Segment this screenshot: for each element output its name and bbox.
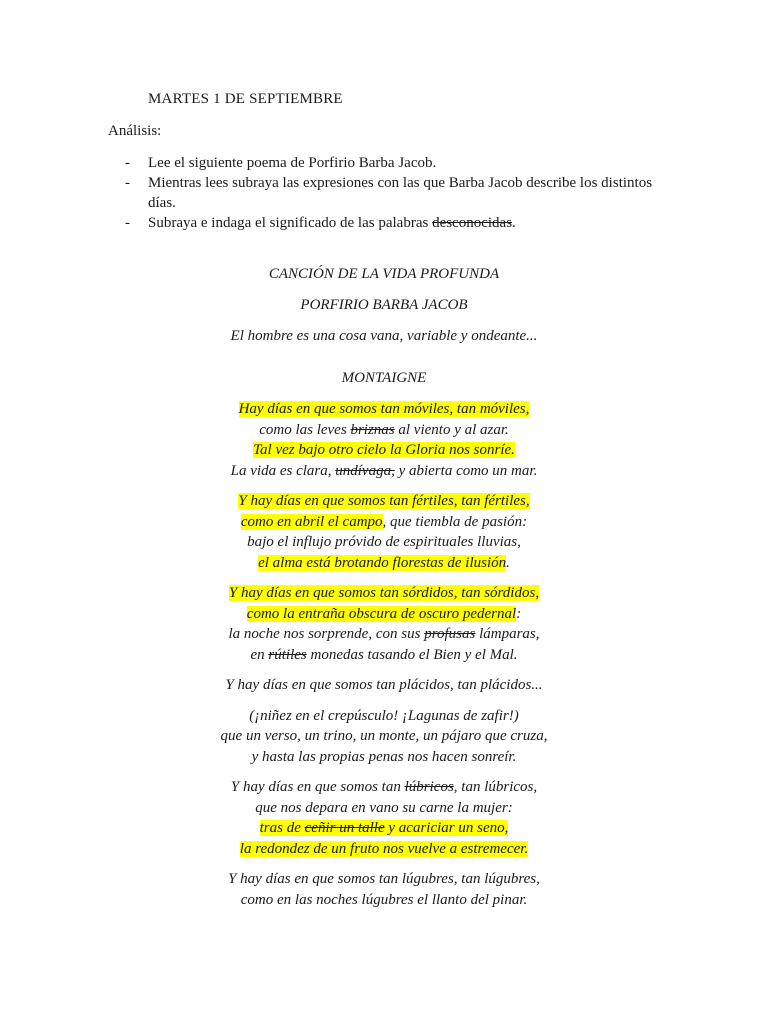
highlighted-text: la redondez de un fruto nos vuelve a estremecer. — [239, 840, 529, 857]
poem-text: : — [516, 605, 522, 622]
poem-stanza — [0, 706, 768, 768]
poem-text: lámparas, — [475, 626, 540, 642]
poem-stanza — [0, 399, 768, 481]
instruction-text: Lee el siguiente poema de Porfirio Barba Jacob. — [148, 155, 437, 171]
poem-line — [0, 726, 768, 747]
struck-word: briznas — [350, 421, 395, 438]
poem-text: Y hay días en que somos tan — [230, 779, 405, 795]
poem-text: Y hay días en que somos tan lúgubres, tan lúgubres, — [228, 871, 540, 887]
struck-word: undívaga, — [335, 462, 395, 479]
struck-word: rútiles — [268, 646, 307, 663]
highlighted-text: Tal vez bajo otro cielo la Gloria nos sonríe. — [253, 442, 515, 458]
poem-text: , tan lúbricos, — [453, 779, 538, 795]
poem-epigraph: El hombre es una cosa vana, variable y ondeante... — [230, 328, 538, 344]
poem-line — [0, 798, 768, 819]
poem-stanza — [0, 675, 768, 696]
poem-text: Y hay días en que somos tan plácidos, tan plácidos... — [225, 677, 543, 693]
highlighted-text: y acariciar un seno, — [384, 820, 509, 836]
struck-word: desconocidas — [432, 215, 513, 231]
highlighted-text: Y hay días en que somos tan fértiles, tan fértiles, — [238, 493, 530, 509]
poem-line — [0, 818, 768, 839]
poem-line — [0, 624, 768, 645]
poem-line — [0, 440, 768, 461]
highlighted-text: el alma está brotando florestas de ilusión — [258, 554, 507, 571]
poem-text: y hasta las propias penas nos hacen sonreír. — [251, 748, 517, 765]
instruction-item — [108, 173, 668, 213]
poem-line — [0, 532, 768, 553]
poem-line — [0, 706, 768, 727]
poem-line — [0, 869, 768, 890]
poem-stanza — [0, 777, 768, 859]
poem-line — [0, 461, 768, 482]
poem-line — [0, 777, 768, 798]
poem-text: (¡niñez en el crepúsculo! ¡Lagunas de zafir!) — [249, 707, 519, 724]
poem-line — [0, 839, 768, 860]
poem-text: como las leves — [259, 421, 351, 438]
poem-stanza — [0, 491, 768, 573]
poem-line — [0, 583, 768, 604]
poem-text: en — [250, 646, 269, 663]
instruction-text — [148, 213, 668, 233]
analysis-label: Análisis: — [108, 123, 162, 139]
instruction-text: Mientras lees subraya las expresiones con las que Barba Jacob describe los distintos días. — [148, 175, 653, 211]
poem-text: la noche nos sorprende, con sus — [228, 626, 425, 642]
poem-line — [0, 645, 768, 666]
poem-title: CANCIÓN DE LA VIDA PROFUNDA — [268, 266, 500, 282]
poem-line — [0, 512, 768, 533]
poem-text: La vida es clara, — [230, 462, 336, 479]
list-dash: - — [125, 155, 130, 171]
instruction-text-part: Subraya e indaga el significado de las palabras — [148, 215, 433, 231]
poem-stanza — [0, 869, 768, 910]
poem-stanza — [0, 583, 768, 665]
poem-text: , que tiembla de pasión: — [382, 513, 528, 530]
poem-text: que un verso, un trino, un monte, un pájaro que cruza, — [220, 728, 548, 744]
date-heading: MARTES 1 DE SEPTIEMBRE — [148, 91, 343, 107]
epigraph-author: MONTAIGNE — [341, 370, 427, 386]
poem-text: que nos depara en vano su carne la mujer: — [255, 799, 513, 816]
instruction-item — [108, 213, 668, 233]
struck-word: profusas — [424, 626, 476, 642]
list-dash: - — [125, 175, 130, 191]
poem-line — [0, 604, 768, 625]
highlighted-text: como la entraña obscura de oscuro pedernal — [246, 605, 517, 622]
poem-line — [0, 675, 768, 696]
poem-line — [0, 890, 768, 911]
poem — [0, 264, 768, 920]
poem-text: al viento y al azar. — [394, 421, 509, 438]
poem-line — [0, 399, 768, 420]
highlighted-text: tras de — [259, 820, 305, 836]
highlighted-text: Hay días en que somos tan móviles, tan móviles, — [238, 401, 530, 417]
poem-text: monedas tasando el Bien y el Mal. — [306, 646, 518, 663]
poem-line — [0, 491, 768, 512]
poem-stanzas — [0, 399, 768, 910]
poem-text: . — [506, 554, 510, 571]
poem-text: y abierta como un mar. — [394, 462, 538, 479]
poem-author: PORFIRIO BARBA JACOB — [300, 297, 468, 313]
highlighted-text: como en abril el campo — [240, 513, 383, 530]
struck-word: ceñir un talle — [304, 820, 385, 836]
instruction-text-part: . — [512, 215, 516, 231]
poem-line — [0, 420, 768, 441]
struck-word: lúbricos — [404, 779, 454, 795]
poem-text: como en las noches lúgubres el llanto del pinar. — [240, 891, 528, 908]
poem-text: bajo el influjo próvido de espirituales lluvias, — [247, 534, 521, 550]
poem-line — [0, 747, 768, 768]
list-dash: - — [125, 215, 130, 231]
poem-line — [0, 553, 768, 574]
highlighted-text: Y hay días en que somos tan sórdidos, tan sórdidos, — [228, 585, 540, 601]
instruction-item — [108, 153, 668, 173]
instruction-list — [108, 153, 668, 233]
